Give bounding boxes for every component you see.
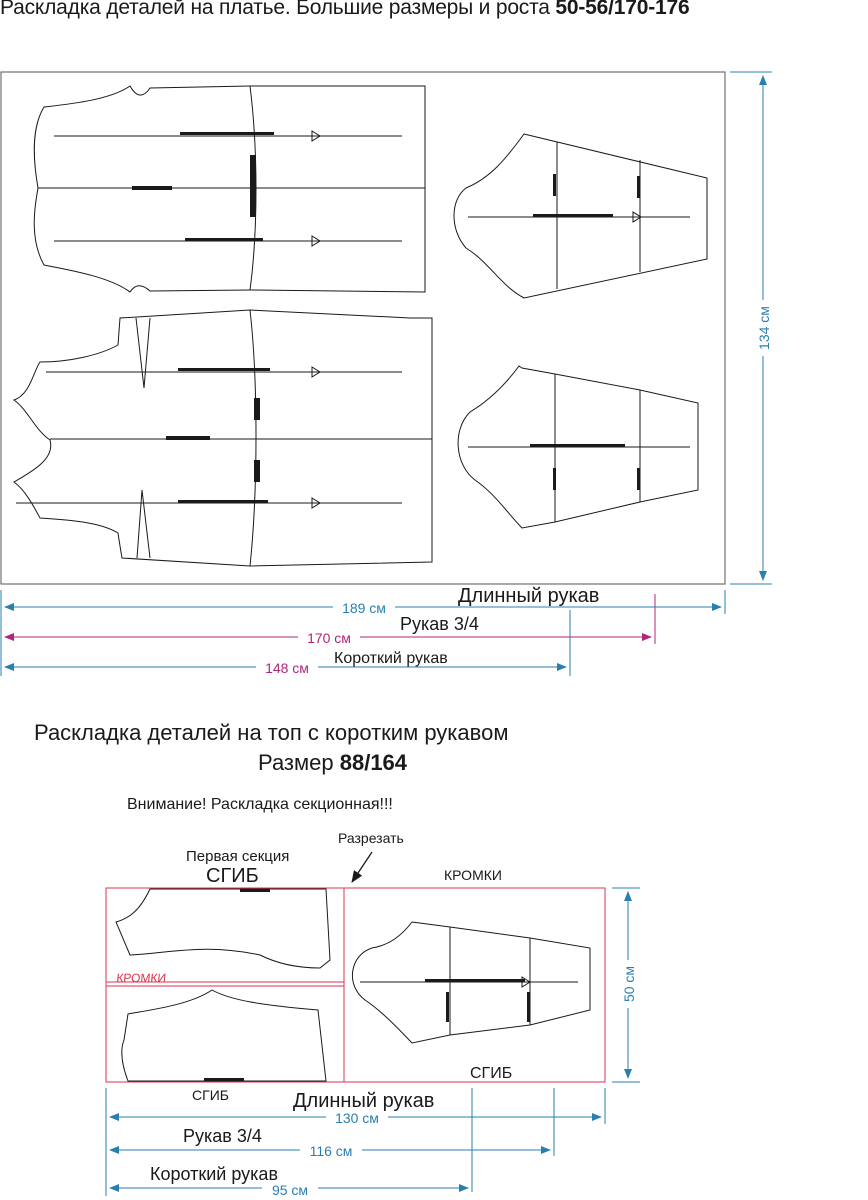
dim-130-label: Длинный рукав bbox=[293, 1090, 435, 1112]
fold-top-label: СГИБ bbox=[206, 865, 259, 887]
fold-bottom-right-label: СГИБ bbox=[470, 1065, 513, 1082]
layout2-bottom-bodice bbox=[122, 990, 326, 1081]
layout2-sleeve-markings bbox=[425, 979, 530, 1022]
layout2-sleeve bbox=[352, 922, 590, 1043]
dim-95-value: 95 см bbox=[271, 1182, 309, 1198]
dim-170-label: Рукав 3/4 bbox=[400, 614, 479, 634]
layout2-width-dimensions bbox=[106, 1088, 605, 1198]
layout2-top-bodice bbox=[116, 889, 330, 968]
layout2-height-dimension bbox=[612, 888, 640, 1082]
dim-170-value: 170 см bbox=[307, 630, 351, 646]
fold-bottom-left-label: СГИБ bbox=[192, 1087, 229, 1103]
layout1-height-dimension bbox=[730, 72, 774, 584]
layout1-bottom-sleeve-markings bbox=[530, 444, 640, 490]
layout2-title-line1: Раскладка деталей на топ с коротким рукавом bbox=[34, 720, 509, 745]
dim-116-label: Рукав 3/4 bbox=[183, 1126, 262, 1146]
layout1-bottom-markings bbox=[166, 368, 270, 503]
layout2-top-bodice-marking bbox=[240, 889, 270, 892]
dim-130-value: 130 см bbox=[335, 1110, 379, 1126]
layout1-top-bodice bbox=[34, 86, 425, 292]
layout1-title-sizes: 50-56/170-176 bbox=[555, 0, 690, 19]
layout1-top-sleeve-markings bbox=[533, 174, 640, 217]
dim-95-label: Короткий рукав bbox=[150, 1164, 279, 1184]
dim-148-value: 148 см bbox=[265, 660, 309, 676]
layout2-bottom-bodice-marking bbox=[204, 1078, 244, 1081]
first-section-label: Первая секция bbox=[186, 848, 290, 865]
layout2-warning: Внимание! Раскладка секционная!!! bbox=[127, 796, 393, 813]
layout2-height-label: 50 см bbox=[621, 965, 637, 1003]
edges-mid-label: КРОМКИ bbox=[115, 971, 167, 985]
dim-148-label: Короткий рукав bbox=[334, 650, 448, 667]
layout1-bottom-bodice bbox=[14, 310, 432, 566]
dim-189-label: Длинный рукав bbox=[458, 585, 600, 607]
cut-label: Разрезать bbox=[338, 830, 404, 846]
layout1-title-prefix: Раскладка деталей на платье. Большие размеры и роста bbox=[0, 0, 556, 19]
layout1-top-markings bbox=[132, 132, 274, 241]
edges-top-label: КРОМКИ bbox=[444, 867, 502, 883]
dim-116-value: 116 см bbox=[309, 1143, 353, 1159]
layout2-size-prefix: Размер bbox=[258, 750, 340, 775]
dim-189-value: 189 см bbox=[342, 600, 386, 616]
layout1-width-dimensions bbox=[1, 585, 725, 676]
layout1-height-label: 134 см bbox=[756, 306, 772, 350]
cut-arrow bbox=[352, 852, 372, 882]
layout2-size-value: 88/164 bbox=[339, 750, 408, 775]
